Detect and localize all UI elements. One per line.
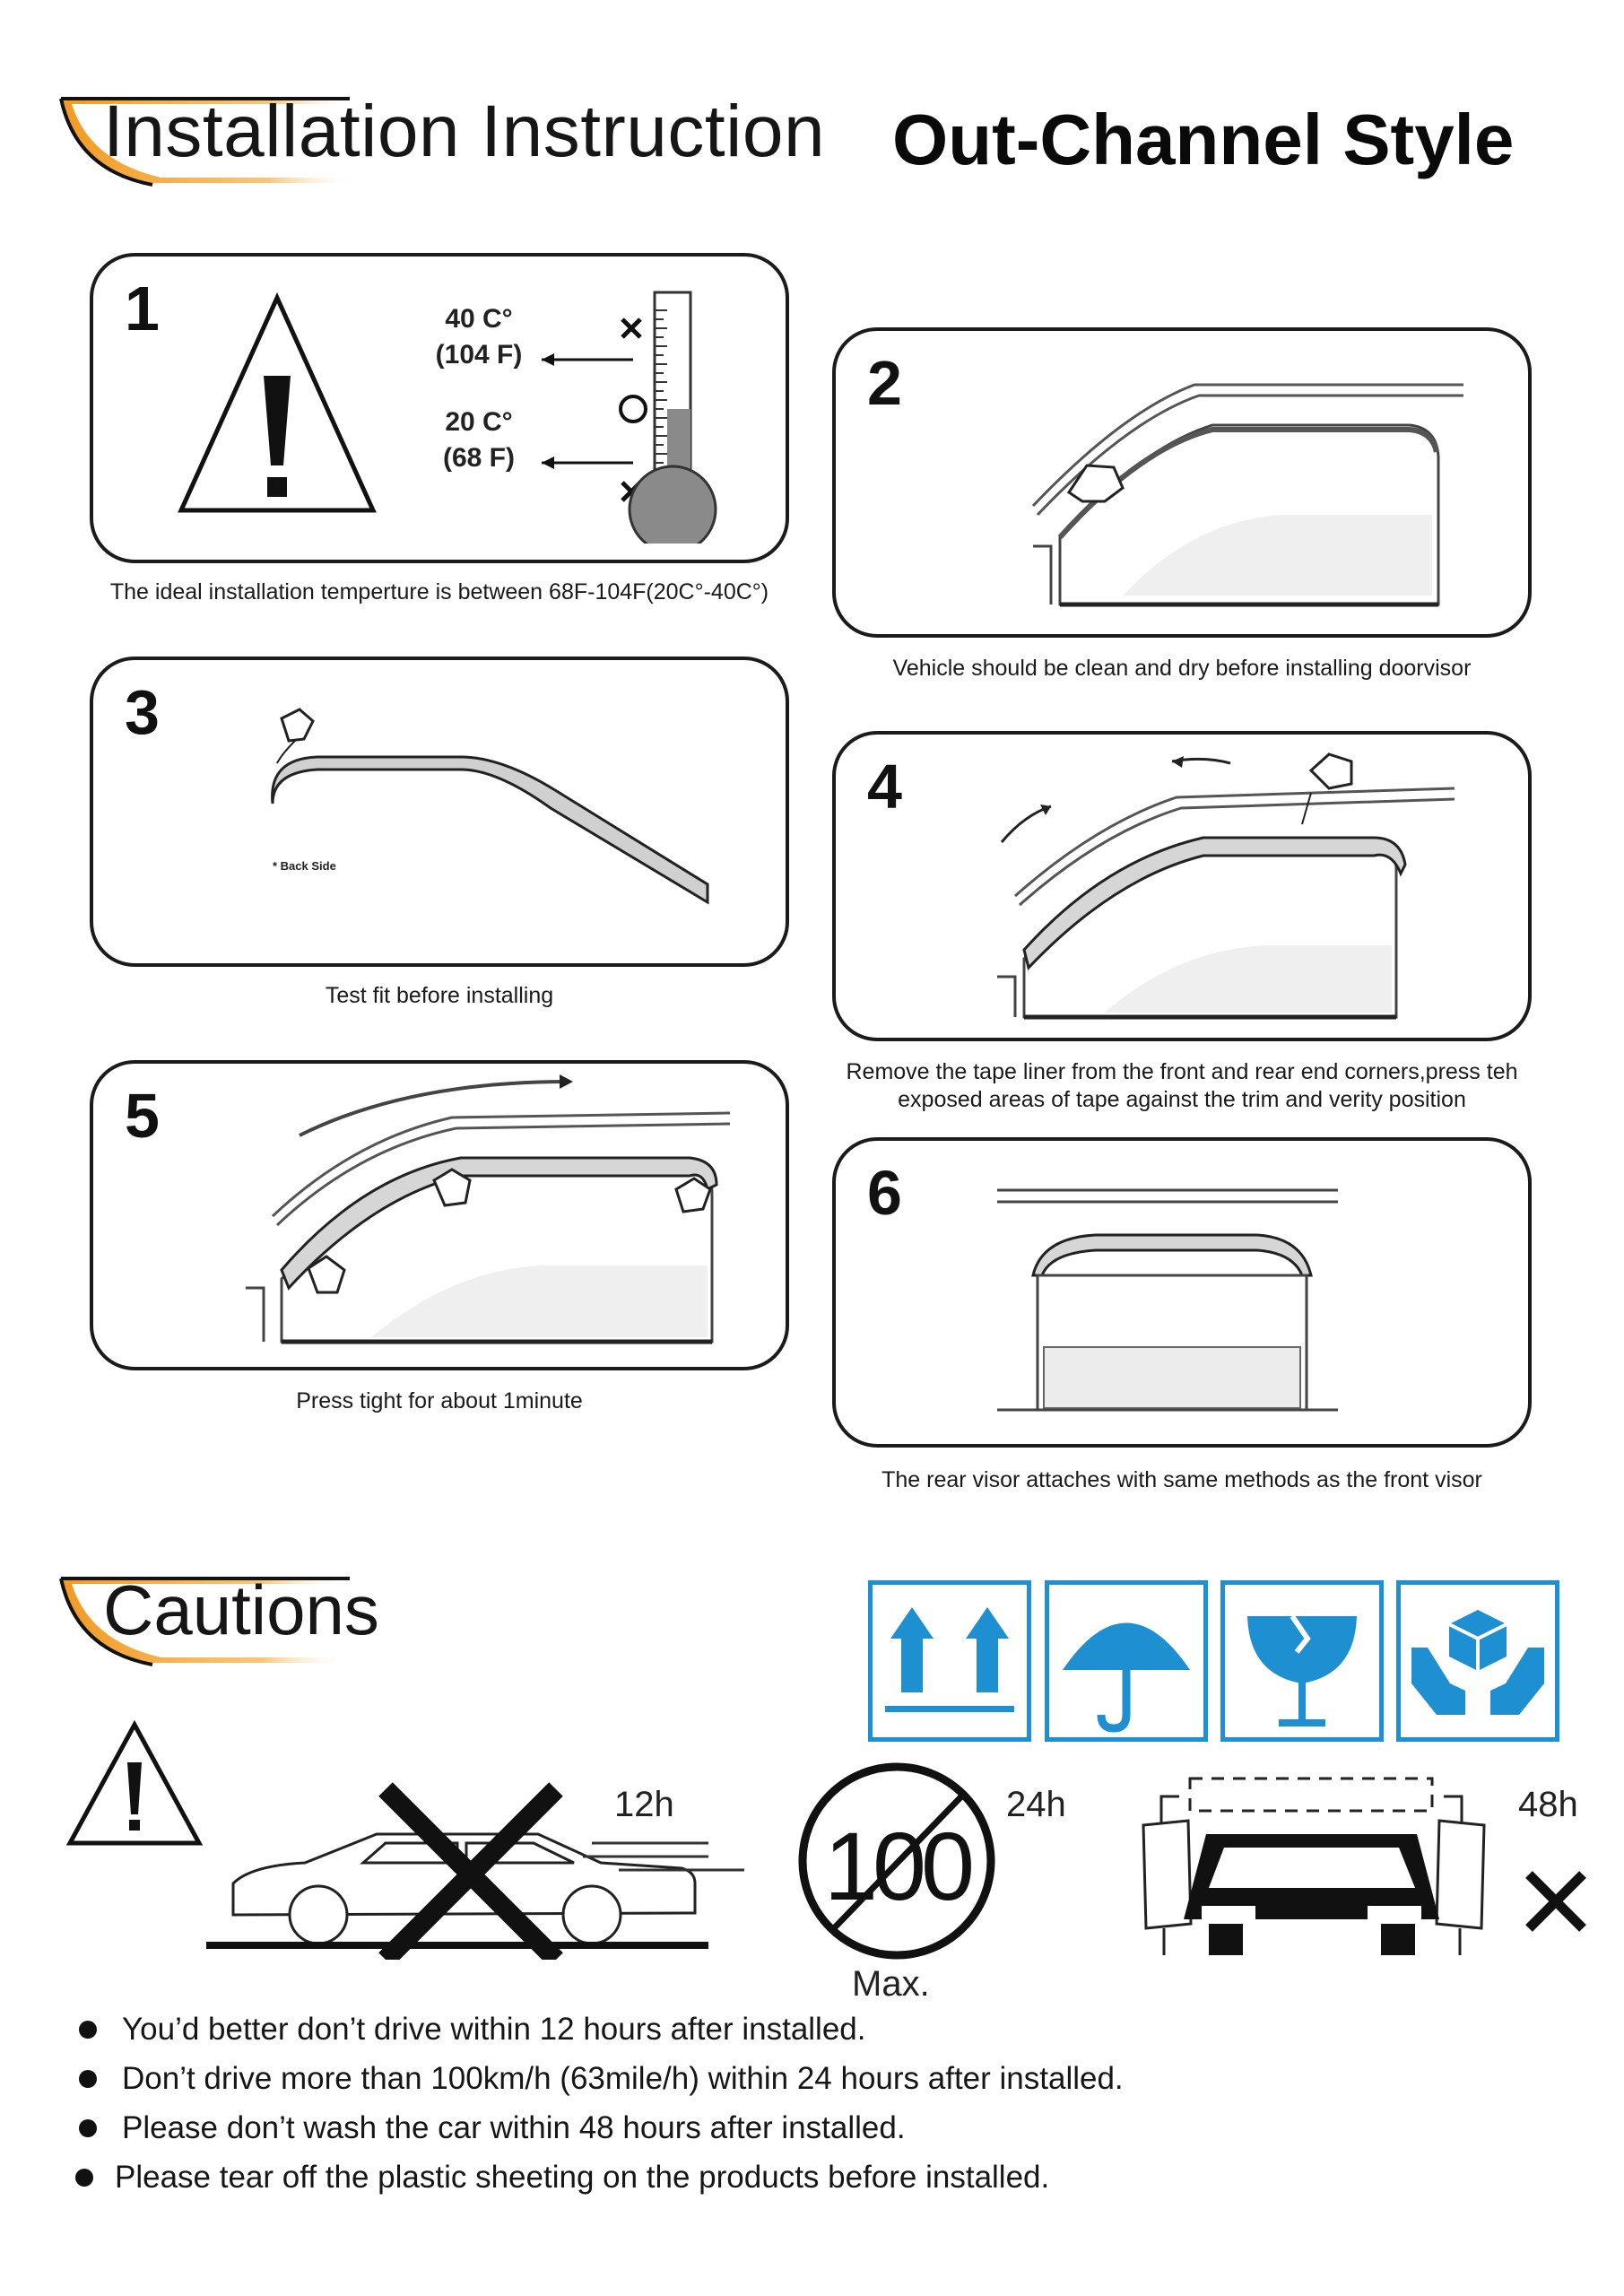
temp-high-f: (104 F) xyxy=(435,340,523,370)
step-4-caption-line2: exposed areas of tape against the trim and verity position xyxy=(898,1087,1466,1112)
hours-24-label: 24h xyxy=(1006,1785,1066,1824)
step-6-panel xyxy=(832,1137,1532,1448)
step-4-illustration xyxy=(997,744,1517,1031)
hours-48-label: 48h xyxy=(1518,1785,1578,1824)
speed-limit-value: 100 xyxy=(823,1812,970,1920)
step-5-illustration xyxy=(246,1064,775,1360)
caution-triangle-icon xyxy=(63,1718,206,1852)
temp-high-c: 40 C° xyxy=(445,304,513,334)
step-4-caption xyxy=(832,1058,1532,1114)
list-item xyxy=(72,2005,1124,2054)
step-2-illustration xyxy=(1015,367,1517,609)
step-2-panel xyxy=(832,327,1532,638)
this-way-up-icon xyxy=(868,1580,1031,1742)
hours-12-label: 12h xyxy=(614,1785,674,1824)
step-5-panel xyxy=(90,1060,789,1370)
keep-dry-umbrella-icon xyxy=(1045,1580,1208,1742)
back-side-note: * Back Side xyxy=(273,859,336,873)
temp-low-label xyxy=(430,404,528,476)
step-3-number: 3 xyxy=(125,677,160,747)
step-6-caption: The rear visor attaches with same methods as the front visor xyxy=(881,1467,1482,1492)
caution-text: You’d better don’t drive within 12 hours after installed. xyxy=(122,2012,866,2047)
list-item xyxy=(72,2103,1124,2152)
temp-low-f: (68 F) xyxy=(442,443,515,473)
cautions-title: Cautions xyxy=(103,1570,379,1649)
temp-high-label xyxy=(430,301,528,373)
fragile-glass-icon xyxy=(1220,1580,1384,1742)
step-6-number: 6 xyxy=(867,1158,902,1228)
step-2-number: 2 xyxy=(867,348,902,418)
step-1-panel xyxy=(90,253,789,563)
step-4-panel xyxy=(832,731,1532,1041)
handle-with-care-icon xyxy=(1396,1580,1559,1742)
step-3-panel xyxy=(90,657,789,967)
no-car-wash-icon xyxy=(1139,1771,1498,1969)
style-label: Out-Channel Style xyxy=(892,100,1515,179)
temp-low-c: 20 C° xyxy=(445,407,513,437)
rear-door-illustration xyxy=(997,1177,1392,1419)
caution-text: Don’t drive more than 100km/h (63mile/h) within 24 hours after installed. xyxy=(122,2061,1124,2096)
step-4-number: 4 xyxy=(867,752,902,822)
step-3-caption: Test fit before installing xyxy=(325,983,554,1008)
visor-backside-illustration xyxy=(264,705,730,911)
step-1-caption: The ideal installation temperture is between 68F-104F(20C°-40C°) xyxy=(109,579,769,604)
thermometer-icon xyxy=(533,274,784,544)
page-title: Installation Instruction xyxy=(103,91,826,172)
cautions-list xyxy=(72,2005,1124,2202)
not-allowed-x-icon xyxy=(1520,1866,1592,1937)
step-5-caption: Press tight for about 1minute xyxy=(296,1388,583,1413)
caution-text: Please don’t wash the car within 48 hours after installed. xyxy=(122,2110,906,2145)
step-4-caption-line1: Remove the tape liner from the front and rear end corners,press teh xyxy=(846,1059,1518,1084)
max-label: Max. xyxy=(852,1964,930,2004)
step-1-number: 1 xyxy=(125,274,160,344)
caution-text: Please tear off the plastic sheeting on the products before installed. xyxy=(115,2160,1050,2195)
list-item xyxy=(72,2054,1124,2103)
list-item xyxy=(72,2152,1124,2202)
warning-triangle-icon xyxy=(174,291,380,524)
step-5-number: 5 xyxy=(125,1081,160,1151)
step-2-caption: Vehicle should be clean and dry before installing doorvisor xyxy=(892,656,1472,681)
